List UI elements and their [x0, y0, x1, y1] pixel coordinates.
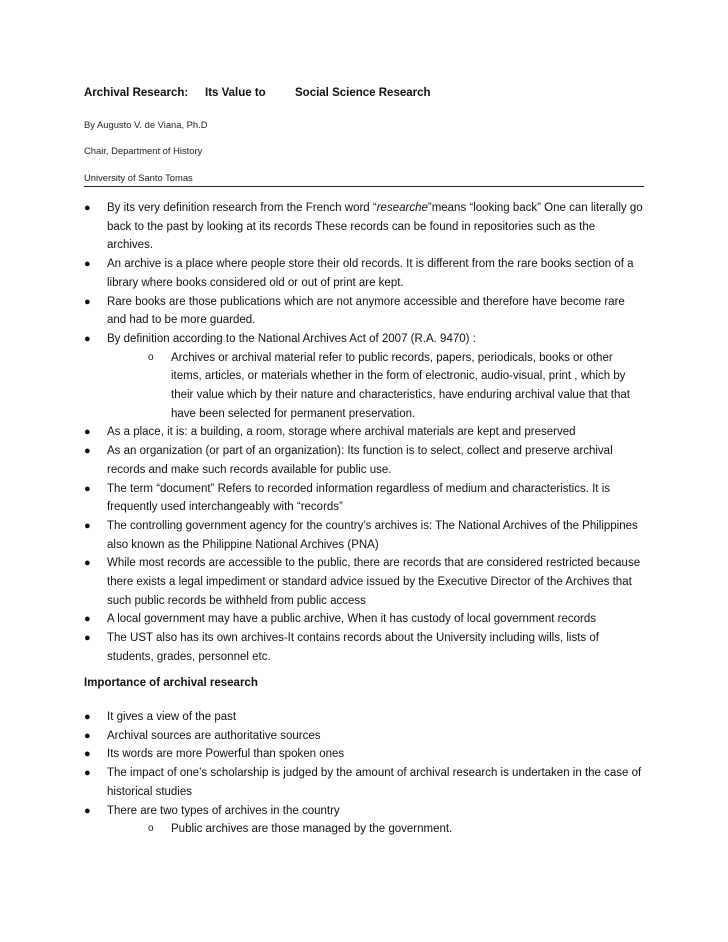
list-item [84, 727, 644, 746]
list-item-text: The term “document” Refers to recorded information regardless of medium and characteristics. It is frequently used interchangeably with “records” [107, 482, 611, 514]
bullet-icon: ● [84, 613, 91, 626]
definitions-list [84, 199, 644, 667]
list-item [84, 442, 644, 479]
title-part-3: Social Science Research [295, 87, 431, 99]
list-item-text: A local government may have a public archive, When it has custody of local government records [107, 613, 596, 626]
list-item [84, 480, 644, 517]
list-item-text: An archive is a place where people store their old records. It is different from the rare books section of a library where books considered old or out of print are kept. [107, 258, 634, 289]
list-item [84, 745, 644, 764]
bullet-icon: ● [84, 332, 91, 345]
list-item [84, 293, 644, 330]
list-item [84, 764, 644, 801]
list-item-text-after: ”means “looking back” One can literally go back to the past by looking at its records These records can be found in repositories such as the archives. [107, 202, 643, 252]
list-item [84, 629, 644, 666]
title-part-1: Archival Research: [84, 87, 189, 99]
list-item-text: As a place, it is: a building, a room, storage where archival materials are kept and preserved [107, 426, 576, 439]
bullet-icon: ● [84, 557, 91, 570]
list-item-text: Its words are more Powerful than spoken ones [107, 748, 345, 761]
bullet-icon: ● [84, 748, 91, 761]
list-item-text: While most records are accessible to the public, there are records that are considered restricted because there exists a legal impediment or standard advice issued by the Executive Director of the Archives that such public records be withheld from public access [107, 557, 641, 607]
list-item-text: The UST also has its own archives-It contains records about the University including wills, lists of students, grades, personnel etc. [107, 632, 599, 663]
bullet-icon: ● [84, 804, 91, 817]
list-item [84, 423, 644, 442]
bullet-icon: ● [84, 295, 91, 308]
list-item-text: Archival sources are authoritative sources [107, 729, 321, 742]
list-item-text: By definition according to the National Archives Act of 2007 (R.A. 9470) : [107, 332, 476, 345]
institution-line: University of Santo Tomas [84, 172, 193, 183]
bullet-icon: ● [84, 426, 91, 439]
bullet-icon: ● [84, 445, 91, 458]
section-heading: Importance of archival research [84, 677, 258, 689]
bullet-icon: ● [84, 711, 91, 723]
author-line: By Augusto V. de Viana, Ph.D [84, 119, 208, 130]
importance-list [84, 708, 644, 839]
list-item-text-before: By its very definition research from the French word “ [107, 202, 377, 214]
bullet-icon: ● [84, 632, 91, 645]
list-item [84, 255, 644, 292]
list-item-text: It gives a view of the past [107, 711, 237, 723]
bullet-icon: ● [84, 202, 91, 214]
sub-list-item-text: Public archives are those managed by the government. [171, 823, 453, 836]
hollow-bullet-icon: o [148, 823, 154, 835]
bullet-icon: ● [84, 767, 91, 780]
bullet-icon: ● [84, 519, 91, 532]
list-item-text: As an organization (or part of an organization): Its function is to select, collect and preserve archival records and make such records available for public use. [107, 445, 613, 476]
bullet-icon: ● [84, 482, 91, 495]
list-item-text: The impact of one’s scholarship is judged by the amount of archival research is undertaken in the case of historical studies [107, 767, 642, 798]
sub-list-item [84, 349, 644, 424]
list-item [84, 517, 644, 554]
bullet-icon: ● [84, 729, 91, 742]
list-item [84, 610, 644, 629]
hollow-bullet-icon: o [148, 351, 154, 363]
bullet-icon: ● [84, 258, 91, 271]
list-item-text: There are two types of archives in the country [107, 804, 340, 817]
list-item [84, 330, 644, 349]
list-item-italic-word: researche [376, 202, 428, 214]
list-item-text: The controlling government agency for the country’s archives is: The National Archives of the Philippines also known as the Philippine National Archives (PNA) [107, 519, 638, 551]
list-item [84, 199, 644, 255]
list-item [84, 554, 644, 610]
title-part-2: Its Value to [205, 87, 266, 99]
list-item [84, 802, 644, 821]
sub-list-item-text: Archives or archival material refer to public records, papers, periodicals, books or other items, articles, or materials whether in the form of electronic, audio-visual, print , which by their value which by their nature and characteristics, have enduring archival value that that have been selected for permanent preservation. [171, 351, 630, 420]
list-item-text: Rare books are those publications which are not anymore accessible and therefore have become rare and had to be more guarded. [107, 295, 625, 327]
sub-list-item [84, 820, 644, 839]
header-divider [84, 186, 644, 187]
list-item [84, 708, 644, 727]
position-line: Chair, Department of History [84, 145, 203, 156]
